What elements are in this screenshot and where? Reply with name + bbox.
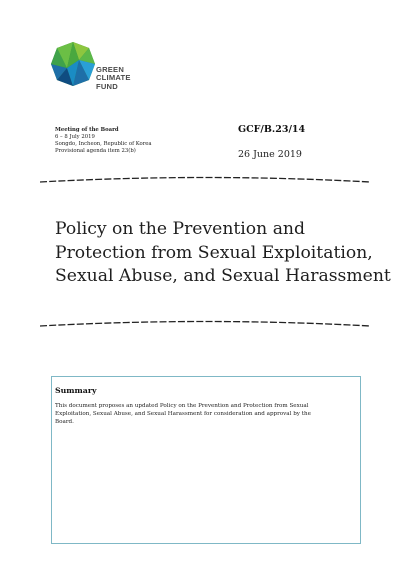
gcf-logo (49, 40, 159, 102)
document-reference: GCF/B.23/14 (238, 124, 306, 135)
logo-line-fund: FUND (96, 81, 118, 91)
meeting-dates: 6 – 8 July 2019 (55, 134, 95, 141)
summary-line: Exploitation, Sexual Abuse, and Sexual Harassment for consideration and approval by the (55, 411, 311, 417)
meeting-info (55, 127, 152, 155)
summary-line: Board. (55, 419, 74, 425)
meeting-name: Meeting of the Board (55, 127, 119, 133)
globe-icon (49, 40, 97, 88)
title-line: Protection from Sexual Exploitation, (55, 242, 373, 263)
logo-line-green: GREEN (96, 65, 125, 74)
wavy-divider-top (40, 174, 370, 186)
document-date: 26 June 2019 (238, 149, 302, 160)
title-line: Sexual Abuse, and Sexual Harassment (55, 266, 391, 286)
summary-heading: Summary (55, 386, 97, 395)
title-line: Policy on the Prevention and (55, 219, 306, 239)
summary-text (55, 402, 355, 426)
meeting-place: Songdo, Incheon, Republic of Korea (55, 141, 152, 148)
document-title (55, 218, 395, 289)
summary-line: This document proposes an updated Policy on the Prevention and Protection from Sexual (55, 403, 309, 409)
logo-line-climate: CLIMATE (96, 73, 131, 83)
wavy-divider-bottom (40, 318, 370, 330)
agenda-item: Provisional agenda item 23(b) (55, 148, 136, 155)
logo-wordmark (96, 66, 131, 91)
